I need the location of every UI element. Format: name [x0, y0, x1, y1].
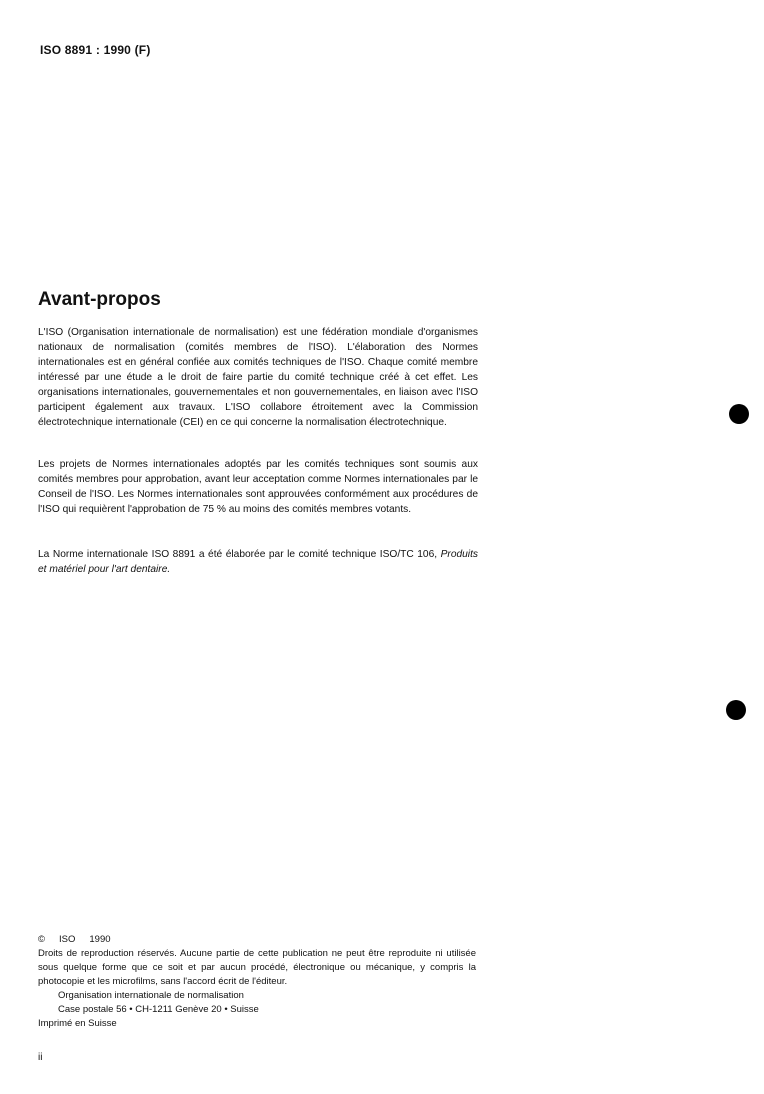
binding-hole-mark — [729, 404, 749, 424]
printed-in: Imprimé en Suisse — [38, 1018, 117, 1029]
binding-hole-mark — [726, 700, 746, 720]
copyright-symbol: © — [38, 934, 45, 945]
copyright-org: ISO — [59, 934, 76, 945]
document-designation: ISO 8891 : 1990 (F) — [40, 43, 151, 57]
page-number: ii — [38, 1052, 43, 1063]
foreword-paragraph-2: Les projets de Normes internationales adoptés par les comités techniques sont soumis aux comités membres pour approbation, avant leur acceptation comme Normes internationales par le Conseil de l'ISO. Les Normes internationales sont approuvées conformément aux procédures de l'ISO qui requièrent l'approbation de 75 % au moins des comités membres votants. — [38, 459, 478, 515]
paragraph-3-lead: La Norme internationale ISO 8891 a été élaborée par le comité technique ISO/TC 106, — [38, 549, 438, 560]
organisation-address: Case postale 56 • CH-1211 Genève 20 • Suisse — [58, 1004, 259, 1015]
copyright-block — [38, 933, 476, 1031]
foreword-paragraph-1: L'ISO (Organisation internationale de normalisation) est une fédération mondiale d'organismes nationaux de normalisation (comités membres de l'ISO). L'élaboration des Normes internationales est en général confiée aux comités techniques de l'ISO. Chaque comité membre intéressé par une étude a le droit de faire partie du comité technique créé à cet effet. Les organisations internationales, gouvernementales et non gouvernementales, en liaison avec l'ISO participent également aux travaux. L'ISO collabore étroitement avec la Commission électrotechnique internationale (CEI) en ce qui concerne la normalisation électrotechnique. — [38, 327, 478, 428]
foreword-paragraph-3 — [38, 547, 478, 577]
section-title: Avant-propos — [38, 289, 161, 310]
committee-title: Produits et matériel pour l'art dentaire. — [38, 549, 478, 575]
rights-statement: Droits de reproduction réservés. Aucune partie de cette publication ne peut être reproduite ni utilisée sous quelque forme que ce soit et par aucun procédé, électronique ou mécanique, y compris la photocopie et les microfilms, sans l'accord écrit de l'éditeur. — [38, 948, 476, 987]
organisation-name: Organisation internationale de normalisation — [58, 990, 244, 1001]
copyright-year: 1990 — [89, 934, 111, 945]
copyright-line — [38, 933, 476, 947]
